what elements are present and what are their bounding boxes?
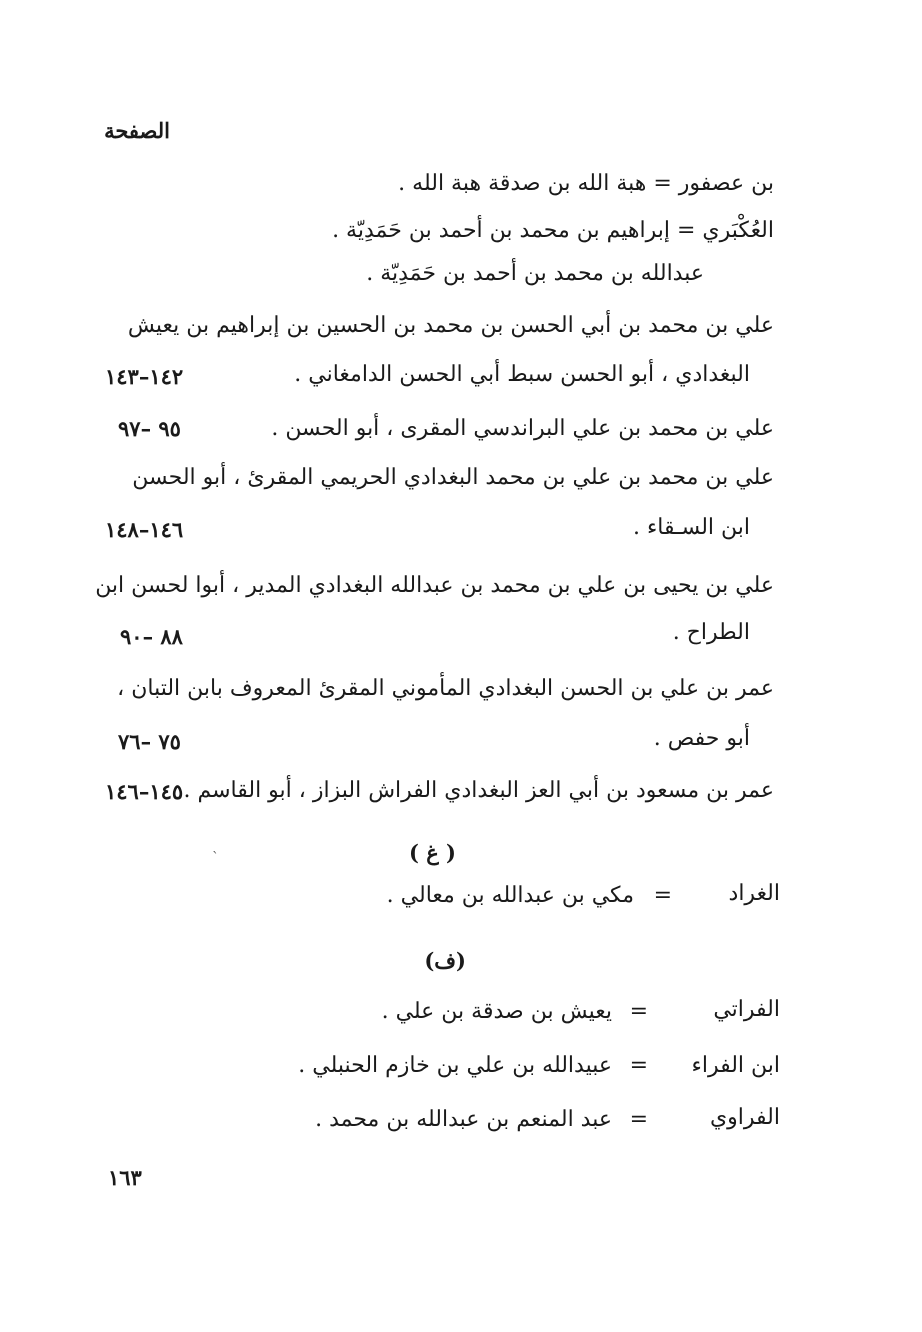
entry-line: بن عصفور = هبة الله بن صدقة هبة الله . bbox=[398, 171, 774, 196]
page-reference: ١٤٥–١٤٦ bbox=[105, 779, 184, 804]
equals-sign: = bbox=[653, 883, 672, 908]
alias-name: الفراتي bbox=[713, 997, 780, 1022]
entry-line: علي بن يحيى بن علي بن محمد بن عبدالله البغدادي المدير ، أبوا لحسن ابن bbox=[95, 573, 774, 598]
equals-sign: = bbox=[629, 1053, 648, 1078]
entry-line: أبو حفص . bbox=[653, 726, 750, 751]
entry-line: الطراح . bbox=[672, 620, 750, 645]
page-reference: ٧٥ –٧٦ bbox=[118, 729, 181, 754]
alias-value: عبيدالله بن علي بن خازم الحنبلي . bbox=[298, 1053, 612, 1078]
page-reference: ١٤٢–١٤٣ bbox=[105, 364, 184, 389]
section-heading-fa: (ف) bbox=[424, 948, 466, 973]
alias-name: ابن الفراء bbox=[691, 1053, 780, 1078]
equals-sign: = bbox=[629, 999, 648, 1024]
stray-mark: ˋ bbox=[212, 850, 219, 866]
entry-line: البغدادي ، أبو الحسن سبط أبي الحسن الدامغاني . bbox=[294, 362, 750, 387]
section-heading-ghain: ( غ ) bbox=[408, 840, 456, 865]
page-reference: ٨٨ –٩٠ bbox=[120, 624, 183, 649]
entry-line: العُكْبَري = إبراهيم بن محمد بن أحمد بن حَمَدِيّة . bbox=[332, 218, 774, 243]
entry-line: علي بن محمد بن علي بن محمد البغدادي الحريمي المقرئ ، أبو الحسن bbox=[132, 465, 774, 490]
entry-line: عمر بن علي بن الحسن البغدادي المأموني المقرئ المعروف بابن التبان ، bbox=[117, 676, 774, 701]
entry-line: علي بن محمد بن علي البراندسي المقرى ، أبو الحسن . bbox=[271, 416, 774, 441]
entry-line: عبدالله بن محمد بن أحمد بن حَمَدِيّة . bbox=[366, 261, 704, 286]
equals-sign: = bbox=[629, 1107, 648, 1132]
alias-value: يعيش بن صدقة بن علي . bbox=[381, 999, 612, 1024]
page-number: ١٦٣ bbox=[108, 1165, 142, 1190]
entry-line: ابن السـقاء . bbox=[632, 515, 750, 540]
page-reference: ٩٥ –٩٧ bbox=[118, 416, 181, 441]
page-column-header: الصفحة bbox=[104, 118, 170, 143]
page-reference: ١٤٦–١٤٨ bbox=[105, 517, 184, 542]
entry-line: عمر بن مسعود بن أبي العز البغدادي الفراش البزاز ، أبو القاسم . bbox=[183, 778, 774, 803]
alias-name: الغراد bbox=[728, 881, 780, 906]
alias-name: الفراوي bbox=[709, 1105, 780, 1130]
entry-line: علي بن محمد بن أبي الحسن بن محمد بن الحسين بن إبراهيم بن يعيش bbox=[127, 313, 774, 338]
alias-value: عبد المنعم بن عبدالله بن محمد . bbox=[315, 1107, 612, 1132]
alias-value: مكي بن عبدالله بن معالي . bbox=[386, 883, 634, 908]
